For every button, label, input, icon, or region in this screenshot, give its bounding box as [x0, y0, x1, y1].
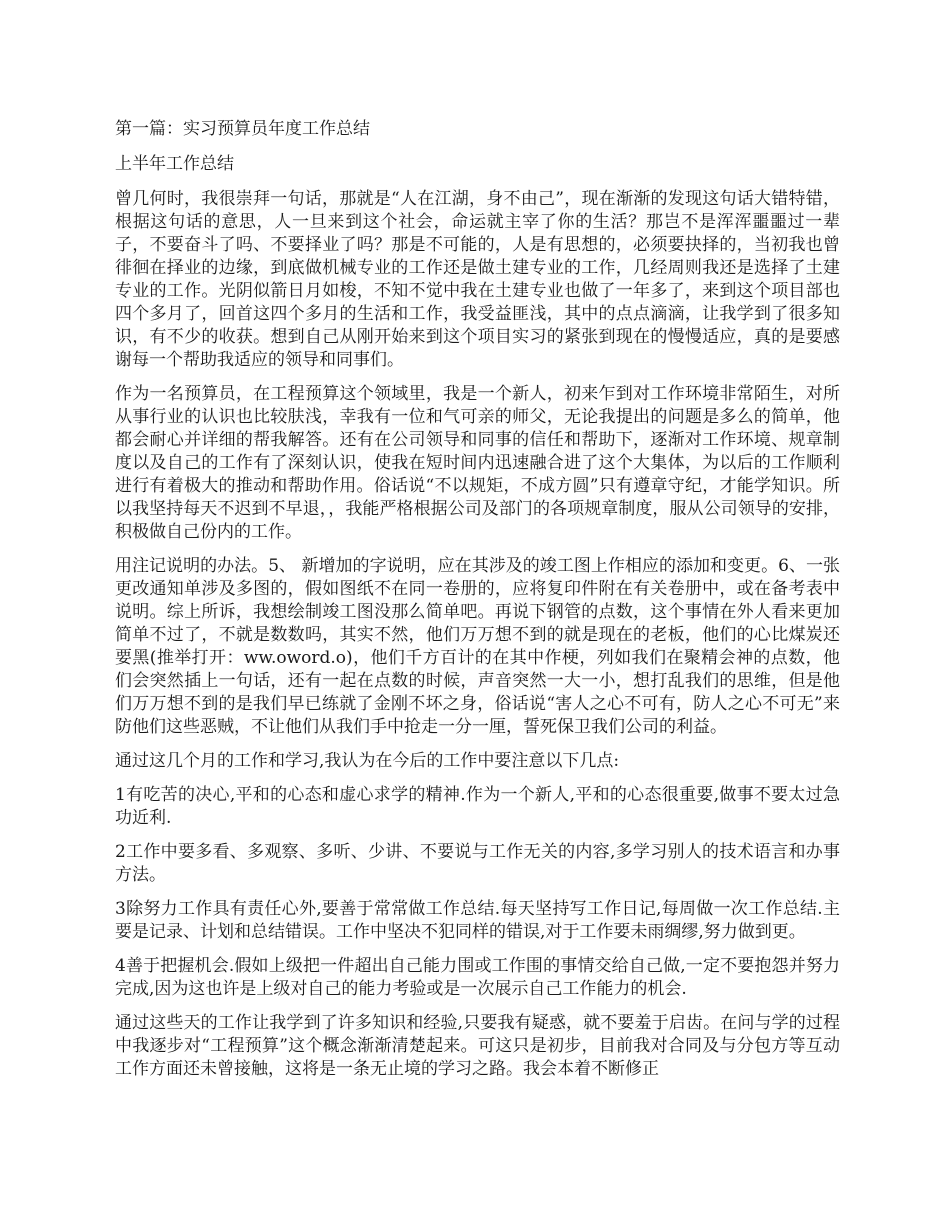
list-item: 4善于把握机会.假如上级把一件超出自己能力围或工作围的事情交给自己做,一定不要抱怨并努力完成,因为这也许是上级对自己的能力考验或是一次展示自己工作能力的机会. — [115, 956, 840, 999]
section-heading: 上半年工作总结 — [115, 154, 234, 174]
list-item: 1有吃苦的决心,平和的心态和虚心求学的精神.作为一个新人,平和的心态很重要,做事不要太过急功近利. — [115, 785, 840, 828]
paragraph: 用注记说明的办法。5、 新增加的字说明，应在其涉及的竣工图上作相应的添加和变更。6、一张更改通知单涉及多图的，假如图纸不在同一卷册的，应将复印件附在有关卷册中，或在备考表中说明。综上所诉，我想绘制竣工图没那么简单吧。再说下钢管的点数，这个事情在外人看来更加简单不过了，不就是数数吗，其实不然，他们万万想不到的就是现在的老板，他们的心比煤炭还要黑(推举打开：ww.oword.o)，他们千方百计的在其中作梗，列如我们在聚精会神的点数，他们会突然插上一句话，还有一起在点数的时候，声音突然一大一小，想打乱我们的思维，但是他们万万想不到的是我们早已练就了金刚不坏之身，俗话说“害人之心不可有，防人之心不可无”来防他们这些恶贼，不让他们从我们手中抢走一分一厘，誓死保卫我们公司的利益。 — [115, 556, 840, 737]
document-title: 第一篇：实习预算员年度工作总结 — [115, 119, 370, 139]
paragraph: 曾几何时，我很崇拜一句话，那就是“人在江湖，身不由己”，现在渐渐的发现这句话大错特错，根据这句话的意思，人一旦来到这个社会，命运就主宰了你的生活？那岂不是浑浑噩噩过一辈子，不要奋斗了吗、不要择业了吗？那是不可能的，人是有思想的，必须要抉择的，当初我也曾徘徊在择业的边缘，到底做机械专业的工作还是做土建专业的工作，几经周则我还是选择了土建专业的工作。光阴似箭日月如梭，不知不觉中我在土建专业也做了一年多了，来到这个项目部也四个多月了，回首这四个多月的生活和工作，我受益匪浅，其中的点点滴滴，让我学到了很多知识，有不少的收获。想到自己从刚开始来到这个项目实习的紧张到现在的慢慢适应，真的是要感谢每一个帮助我适应的领导和同事们。 — [115, 189, 840, 370]
paragraph: 通过这几个月的工作和学习,我认为在今后的工作中要注意以下几点: — [115, 751, 620, 771]
list-item: 2工作中要多看、多观察、多听、少讲、不要说与工作无关的内容,多学习别人的技术语言和办事方法。 — [115, 842, 840, 885]
paragraph: 作为一名预算员，在工程预算这个领域里，我是一个新人，初来乍到对工作环境非常陌生，对所从事行业的认识也比较肤浅，幸我有一位和气可亲的师父，无论我提出的问题是多么的简单，他都会耐心并详细的帮我解答。还有在公司领导和同事的信任和帮助下，逐渐对工作环境、规章制度以及自己的工作有了深刻认识，使我在短时间内迅速融合进了这个大集体，为以后的工作顺利进行有着极大的推动和帮助作用。俗话说“不以规矩，不成方圆”只有遵章守纪，才能学知识。所以我坚持每天不迟到不早退，，我能严格根据公司及部门的各项规章制度，服从公司领导的安排，积极做自己份内的工作。 — [115, 384, 840, 542]
list-item: 3除努力工作具有责任心外,要善于常常做工作总结.每天坚持写工作日记,每周做一次工作总结.主要是记录、计划和总结错误。工作中坚决不犯同样的错误,对于工作要未雨绸缪,努力做到更。 — [115, 899, 840, 942]
document-body — [115, 118, 840, 1092]
paragraph: 通过这些天的工作让我学到了许多知识和经验,只要我有疑惑，就不要羞于启齿。在问与学的过程中我逐步对“工程预算”这个概念渐渐清楚起来。可这只是初步，目前我对合同及与分包方等互动工作方面还未曾接触，这将是一条无止境的学习之路。我会本着不断修正 — [115, 1013, 840, 1079]
